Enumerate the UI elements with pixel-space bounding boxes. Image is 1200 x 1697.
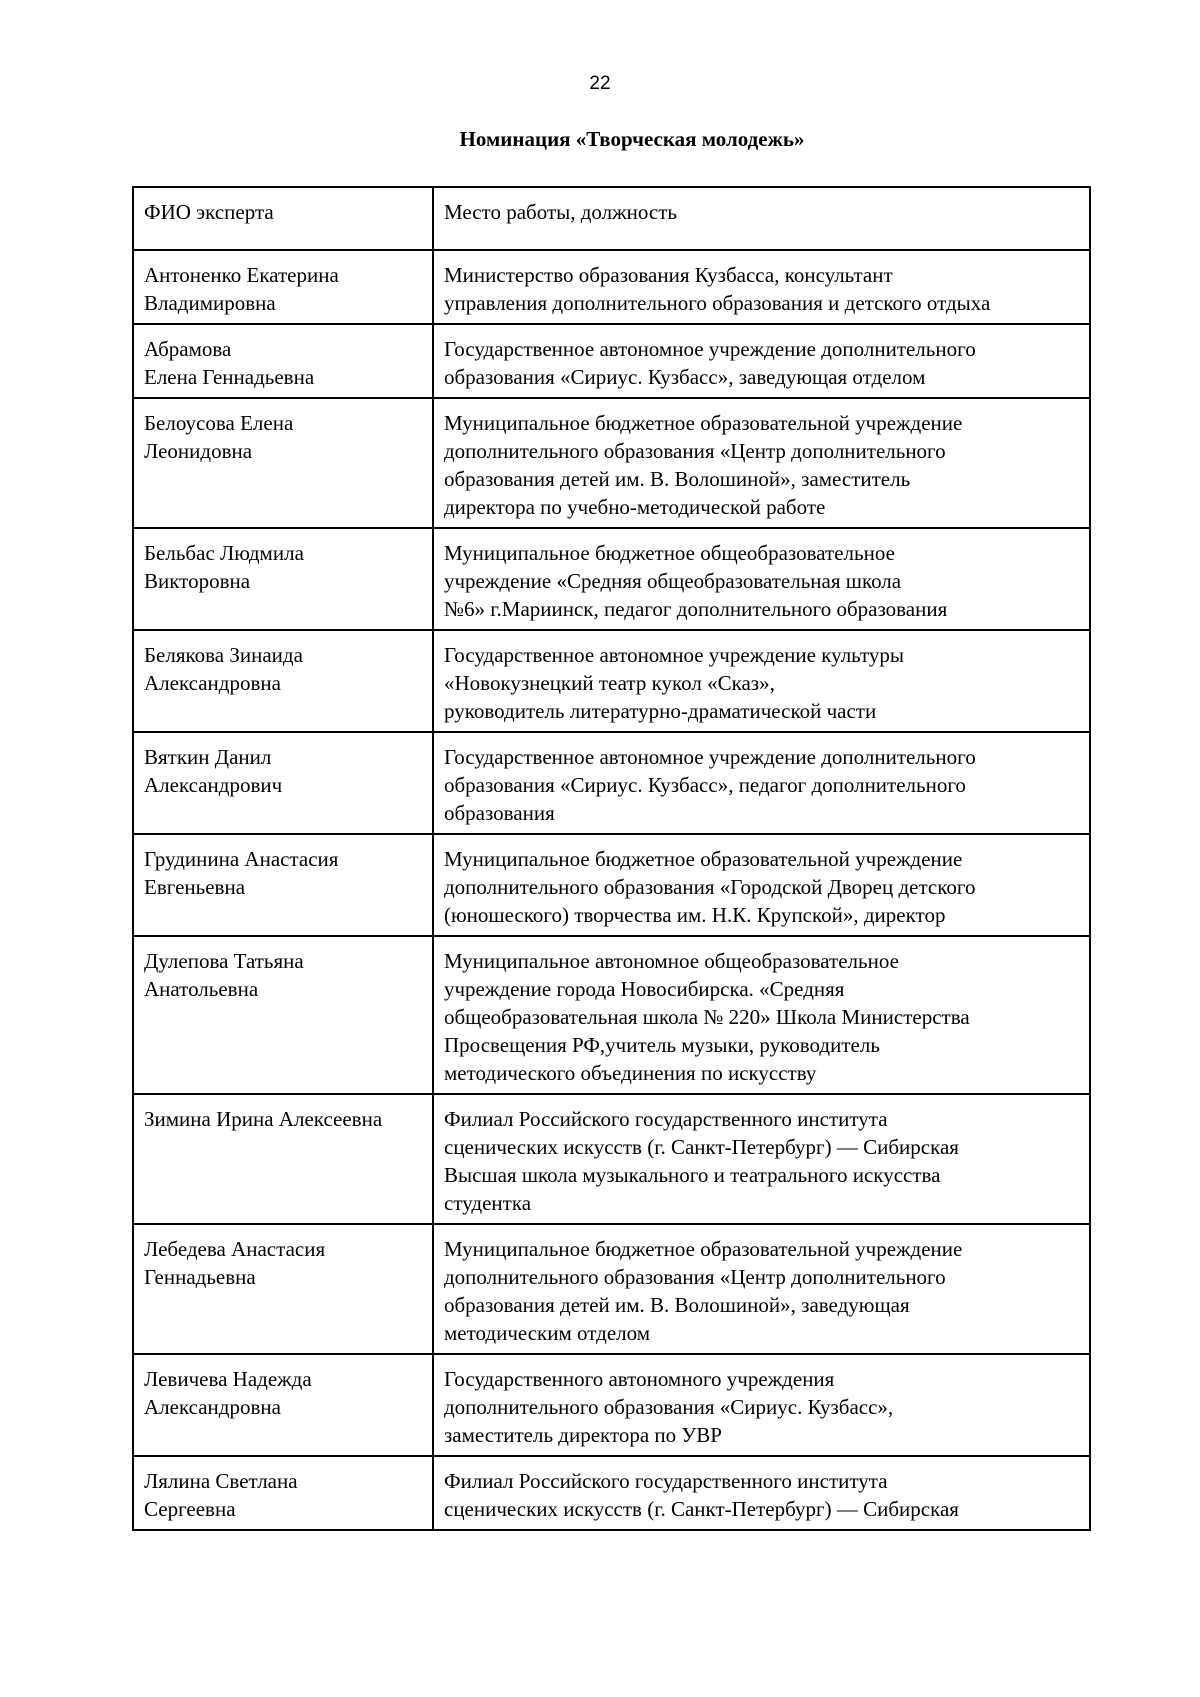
expert-name-cell bbox=[133, 250, 433, 324]
expert-name-cell bbox=[133, 834, 433, 936]
expert-name: Зимина Ирина Алексеевна bbox=[144, 1107, 383, 1131]
expert-workplace-cell bbox=[433, 936, 1090, 1094]
table-row bbox=[133, 630, 1090, 732]
expert-workplace: Государственное автономное учреждение дополнительного образования «Сириус. Кузбасс», педагог дополнительного образования bbox=[444, 745, 976, 825]
expert-name-cell bbox=[133, 630, 433, 732]
expert-name-cell bbox=[133, 398, 433, 528]
expert-name: Белоусова Елена Леонидовна bbox=[144, 411, 294, 463]
page-number: 22 bbox=[589, 73, 611, 94]
expert-workplace: Государственное автономное учреждение культуры «Новокузнецкий театр кукол «Сказ», руководитель литературно-драматической части bbox=[444, 643, 904, 723]
header-name bbox=[133, 187, 433, 250]
expert-workplace: Государственное автономное учреждение дополнительного образования «Сириус. Кузбасс», заведующая отделом bbox=[444, 337, 976, 389]
header-workplace bbox=[433, 187, 1090, 250]
expert-workplace-cell bbox=[433, 398, 1090, 528]
table-row bbox=[133, 324, 1090, 398]
expert-name-cell bbox=[133, 1354, 433, 1456]
expert-name-cell bbox=[133, 1094, 433, 1224]
expert-workplace: Филиал Российского государственного института сценических искусств (г. Санкт-Петербург) — Сибирская Высшая школа музыкального и театрального искусства студентка bbox=[444, 1107, 959, 1215]
expert-workplace-cell bbox=[433, 1354, 1090, 1456]
table-row bbox=[133, 528, 1090, 630]
table-row bbox=[133, 250, 1090, 324]
expert-name: Вяткин Данил Александрович bbox=[144, 745, 283, 797]
expert-name: Антоненко Екатерина Владимировна bbox=[144, 263, 339, 315]
expert-name: Лебедева Анастасия Геннадьевна bbox=[144, 1237, 326, 1289]
expert-workplace-cell bbox=[433, 1456, 1090, 1530]
expert-workplace: Муниципальное бюджетное общеобразовательное учреждение «Средняя общеобразовательная школа №6» г.Мариинск, педагог дополнительного образования bbox=[444, 541, 948, 621]
header-name-label: ФИО эксперта bbox=[144, 200, 274, 224]
expert-workplace: Муниципальное бюджетное образовательной учреждение дополнительного образования «Городской Дворец детского (юношеского) творчества им. Н.К. Крупской», директор bbox=[444, 847, 976, 927]
header-workplace-label: Место работы, должность bbox=[444, 200, 677, 224]
expert-workplace-cell bbox=[433, 528, 1090, 630]
table-row bbox=[133, 1094, 1090, 1224]
expert-workplace: Филиал Российского государственного института сценических искусств (г. Санкт-Петербург) — Сибирская bbox=[444, 1469, 959, 1521]
table-row bbox=[133, 1224, 1090, 1354]
experts-table bbox=[132, 186, 1091, 1531]
expert-workplace-cell bbox=[433, 324, 1090, 398]
table-header-row bbox=[133, 187, 1090, 250]
table-row bbox=[133, 1456, 1090, 1530]
table-row bbox=[133, 936, 1090, 1094]
table-row bbox=[133, 732, 1090, 834]
table-row bbox=[133, 398, 1090, 528]
expert-workplace-cell bbox=[433, 1224, 1090, 1354]
expert-name-cell bbox=[133, 936, 433, 1094]
expert-workplace-cell bbox=[433, 1094, 1090, 1224]
expert-name-cell bbox=[133, 1224, 433, 1354]
document-title: Номинация «Творческая молодежь» bbox=[459, 127, 805, 151]
expert-name: Дулепова Татьяна Анатольевна bbox=[144, 949, 304, 1001]
expert-workplace: Государственного автономного учреждения дополнительного образования «Сириус. Кузбасс», заместитель директора по УВР bbox=[444, 1367, 894, 1447]
expert-name-cell bbox=[133, 1456, 433, 1530]
expert-name: Абрамова Елена Геннадьевна bbox=[144, 337, 315, 389]
expert-name: Белякова Зинаида Александровна bbox=[144, 643, 303, 695]
expert-workplace: Муниципальное бюджетное образовательной учреждение дополнительного образования «Центр дополнительного образования детей им. В. Волошиной», заместитель директора по учебно-методической работе bbox=[444, 411, 963, 519]
expert-workplace: Муниципальное автономное общеобразовательное учреждение города Новосибирска. «Средняя общеобразовательная школа № 220» Школа Министерства Просвещения РФ,учитель музыки, руководитель методического объединения по искусству bbox=[444, 949, 970, 1085]
expert-name: Левичева Надежда Александровна bbox=[144, 1367, 312, 1419]
table-row bbox=[133, 1354, 1090, 1456]
expert-workplace: Муниципальное бюджетное образовательной учреждение дополнительного образования «Центр дополнительного образования детей им. В. Волошиной», заведующая методическим отделом bbox=[444, 1237, 963, 1345]
expert-workplace-cell bbox=[433, 630, 1090, 732]
expert-name-cell bbox=[133, 732, 433, 834]
expert-name-cell bbox=[133, 528, 433, 630]
expert-workplace-cell bbox=[433, 834, 1090, 936]
expert-workplace-cell bbox=[433, 732, 1090, 834]
expert-workplace: Министерство образования Кузбасса, консультант управления дополнительного образования и детского отдыха bbox=[444, 263, 991, 315]
table-row bbox=[133, 834, 1090, 936]
expert-name: Лялина Светлана Сергеевна bbox=[144, 1469, 298, 1521]
expert-name: Грудинина Анастасия Евгеньевна bbox=[144, 847, 339, 899]
expert-name: Бельбас Людмила Викторовна bbox=[144, 541, 304, 593]
expert-workplace-cell bbox=[433, 250, 1090, 324]
expert-name-cell bbox=[133, 324, 433, 398]
